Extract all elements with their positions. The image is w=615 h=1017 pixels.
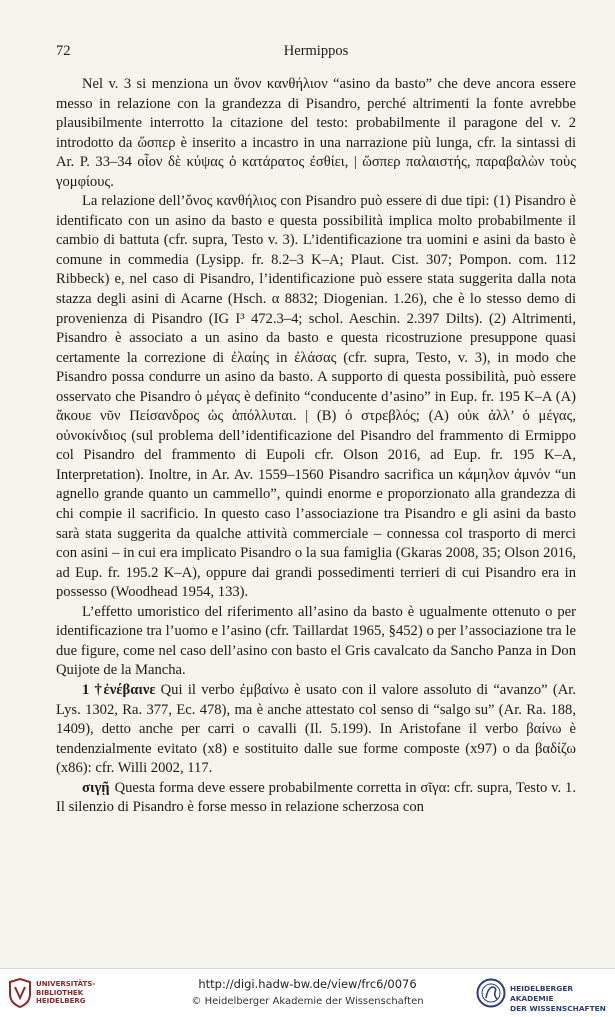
logo-line: UNIVERSITÄTS- [36,980,96,988]
paragraph: Nel v. 3 si menziona un ὄνον κανθήλιον “asino da basto” che deve ancora essere messo in relazione con la grandezza di Pisandro, perché altrimenti la fonte avrebbe plausibilmente interrotto la citazione del testo: probabilmente il paragone del v. 2 introdotto da ὥσπερ è inserito a incastro in una narrazione più lunga, cfr. la sintassi di Ar. P. 33–34 οἷον δὲ κύψας ὁ κατάρατος ἐσθίει, | ὥσπερ παλαιστής, παραβαλὼν τοὺς γομφίους. [56,76,576,190]
lemma-word: σιγῇ [82,779,110,796]
page-number: 72 [56,43,71,59]
permalink-url[interactable]: http://digi.hadw-bw.de/view/frc6/0076 [198,977,417,991]
running-title: Hermippos [283,43,349,59]
logo-line: HEIDELBERGER AKADEMIE [510,984,574,1003]
lemma-entry [56,681,576,779]
commentary-text [56,75,576,818]
viewer-footer [0,968,615,1017]
paragraph: L’effetto umoristico del riferimento all’asino da basto è ugualmente ottenuto o per identificazione tra l’uomo e l’asino (cfr. Taillardat 1965, §452) o per l’associazione tra le due figure, come nel caso dell’asino con basto el Gris cavalcato da Sancho Panza in Don Quijote de la Mancha. [56,603,576,679]
lemma-text: Questa forma deve essere probabilmente corretta in σῖγα: cfr. supra, Testo v. 1. Il silenzio di Pisandro è forse messo in relazione scherzosa con [56,779,576,816]
running-header [56,43,576,63]
academy-logo[interactable] [476,978,610,1013]
logo-line: DER WISSENSCHAFTEN [510,1004,606,1013]
paragraph: La relazione dell’ὄνος κανθήλιος con Pisandro può essere di due tipi: (1) Pisandro è identificato con un asino da basto e questa possibilità implica molto probabilmente il cambio di battuta (cfr. supra, Testo v. 3). L’identificazione tra uomini e asini da basto è comune in commedia (Lysipp. fr. 8.2–3 K–A; Plaut. Cist. 307; Pompon. com. 112 Ribbeck) e, nel caso di Pisandro, l’identificazione può essere stata suggerita dalla nota stazza degli asini di Acarne (Hsch. α 8832; Diogenian. 1.26), che è lo stesso demo di provenienza di Pisandro (IG I³ 472.3–4; schol. Aeschin. 2.397 Dilts). (2) Altrimenti, Pisandro è associato a un asino da basto e questa ricostruzione presuppone quasi certamente la correzione di ἐλαίης in ἐλάσας (cfr. supra, Testo, v. 3), in modo che Pisandro possa condurre un asino da basto. A supporto di questa possibilità, può essere osservato che Pisandro ὁ μέγας è definito “conducente d’asino” in Eup. fr. 195 K–A (A) ἄκουε νῦν Πείσανδρος ὡς ἀπόλλυται. | (B) ὁ στρεβλός; (A) οὐκ ἀλλ’ ὁ μέγας, οὐνοκίνδιος (sul problema dell’identificazione del Pisandro del frammento di Ermippo col Pisandro del frammento di Eupoli cfr. Olson 2016, ad Eup. fr. 195 K–A, Interpretation). Inoltre, in Ar. Av. 1559–1560 Pisandro sacrifica un κάμηλον ἀμνόν “un agnello grande quanto un cammello”, quindi enorme e proporzionato alla grandezza di chi compie il sacrificio. In questo caso l’associazione tra Pisandro e gli asini da basto sarà stata suggerita da qualche attività commerciale – connessa col trasporto di merci con asini – in cui era implicato Pisandro o la sua famiglia (Gkaras 2008, 35; Olson 2016, ad Eup. fr. 195.2 K–A), oppure dai grandi possedimenti terrieri di cui Pisandro era in possesso (Woodhead 1954, 133). [56,193,576,601]
copyright-notice: © Heidelberger Akademie der Wissenschaften [191,996,424,1007]
lemma-text: Qui il verbo ἐμβαίνω è usato con il valore assoluto di “avanzo” (Ar. Lys. 1302, Ra. 377, Ec. 478), ma è anche attestato col senso di “salgo su” (Ar. Ra. 188, 1409), detto anche per carri o cavalli (Il. 5.199). In Aristofane il verbo βαίνω è tendenzialmente evitato (x8) e sostituito dalle sue forme composte (x97) o da βαδίζω (x86): cfr. Willi 2002, 117. [56,681,576,777]
logo-line: BIBLIOTHEK [36,988,84,997]
lemma-entry [56,779,576,818]
lemma-word: 1 †ἐνέβαινε [82,681,156,698]
academy-seal-icon [476,978,506,1008]
logo-line: HEIDELBERG [36,997,86,1005]
